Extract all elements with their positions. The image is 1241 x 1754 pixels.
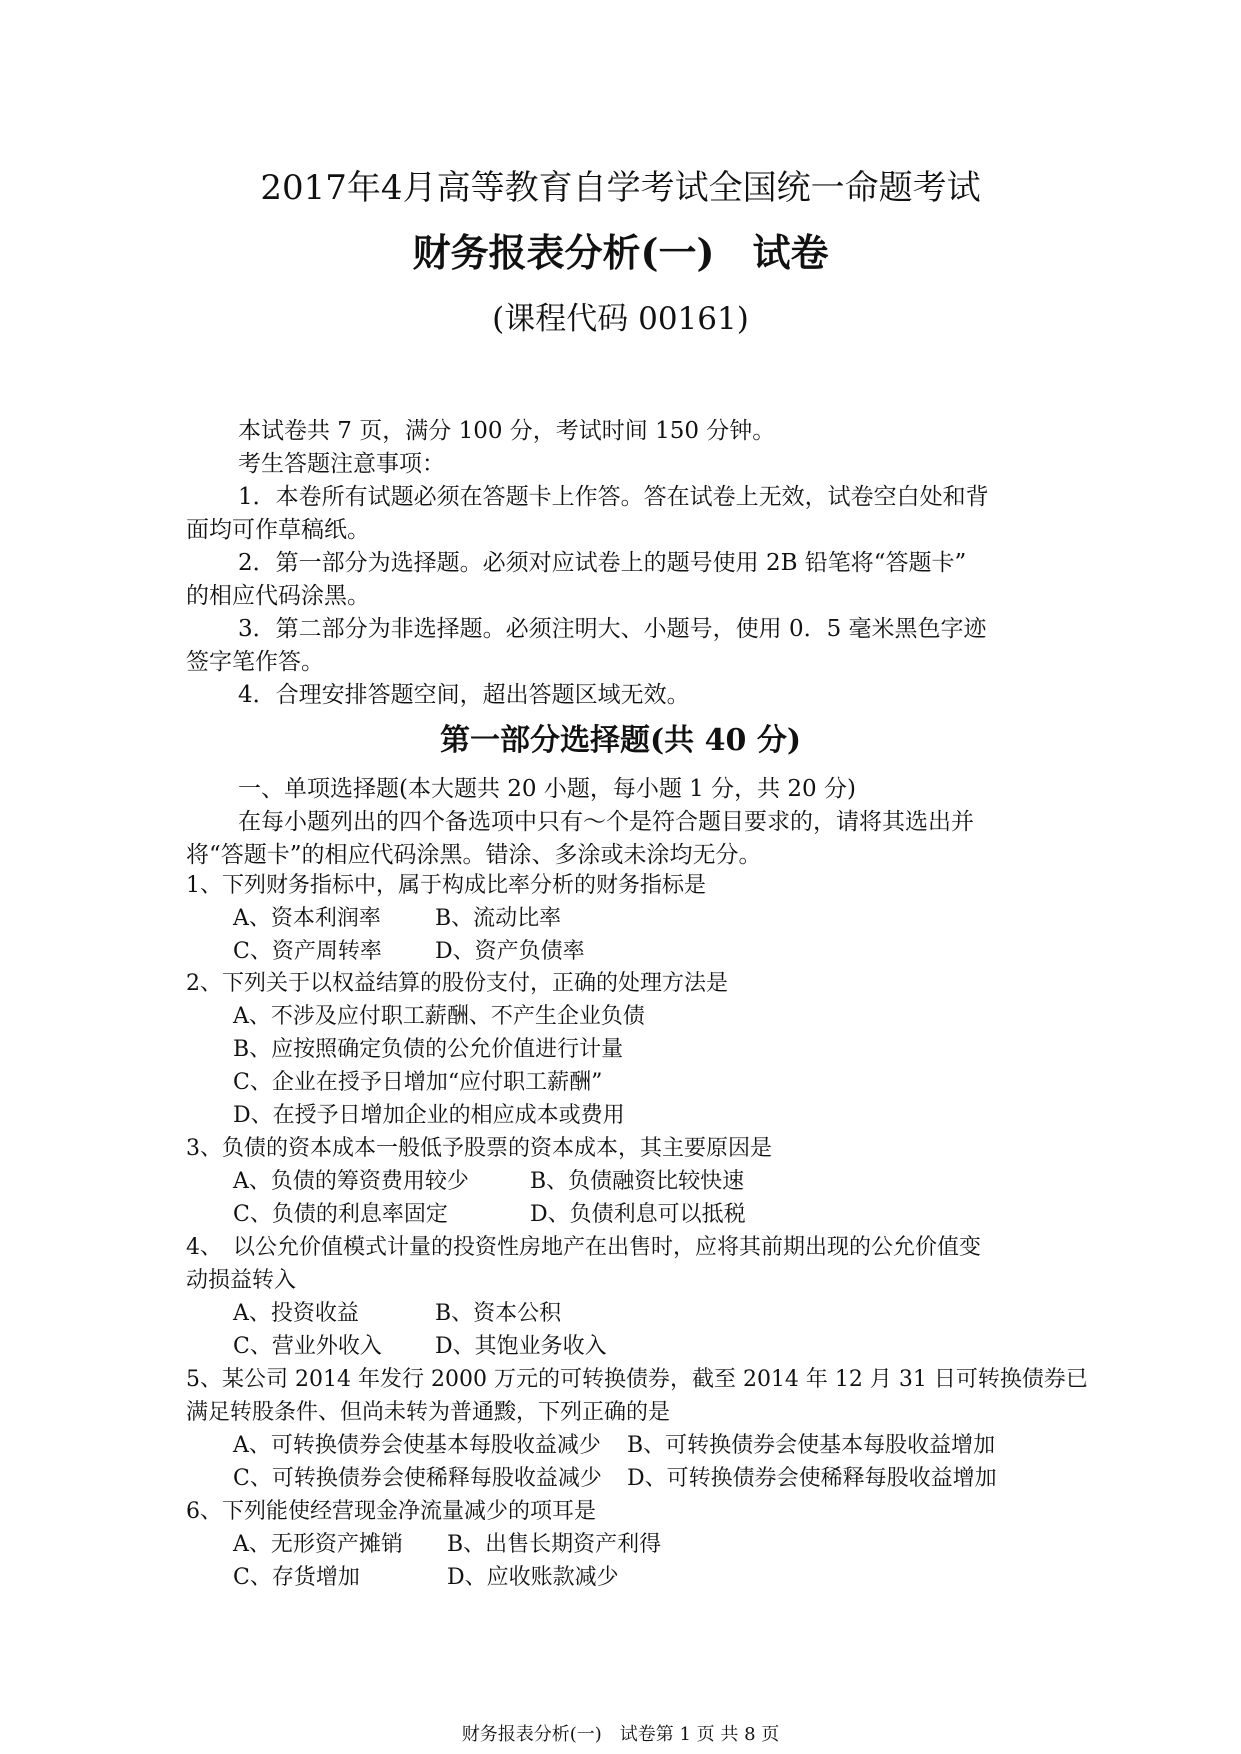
question-6-option-b: B、出售长期资产利得 [447,1532,662,1557]
question-1-option-a: A、资本利润率 [233,906,381,931]
instructions-intro: 本试卷共 7 页，满分 100 分，考试时间 150 分钟。 [238,418,776,444]
question-4-stem-line-2: 动损益转入 [186,1268,297,1293]
question-5-stem-line-1: 5、某公司 2014 年发行 2000 万元的可转换债券，截至 2014 年 12 月 31 日可转换债券已 [186,1367,1088,1392]
question-6-option-a: A、无形资产摊销 [233,1532,403,1557]
question-4-option-b: B、资本公积 [435,1301,562,1326]
question-4-option-d: D、其饱业务收入 [435,1334,607,1359]
question-6-option-c: C、存货增加 [233,1565,360,1590]
question-1-option-d: D、资产负债率 [435,939,585,964]
question-2-option-b: B、应按照确定负债的公允价值进行计量 [233,1037,624,1062]
note-2-line-1: 2．第一部分为选择题。必须对应试卷上的题号使用 2B 铅笔将“答题卡” [238,550,967,576]
question-2-option-d: D、在授予日增加企业的相应成本或费用 [233,1103,625,1128]
question-5-option-a: A、可转换债券会使基本每股收益减少 [233,1433,601,1458]
directions-line-2: 将“答题卡”的相应代码涂黑。错涂、多涂或未涂均无分。 [186,842,762,868]
section-title: 一、单项选择题(本大题共 20 小题，每小题 1 分，共 20 分) [238,776,856,802]
question-1-option-b: B、流动比率 [435,906,562,931]
note-1-line-2: 面均可作草稿纸。 [186,517,370,543]
question-6-stem: 6、下列能使经营现金净流量减少的项耳是 [186,1499,596,1524]
question-5-option-b: B、可转换债券会使基本每股收益增加 [627,1433,996,1458]
question-1-option-c: C、资产周转率 [233,939,382,964]
question-5-option-d: D、可转换债券会使稀释每股收益增加 [627,1466,997,1491]
question-4-option-a: A、投资收益 [233,1301,359,1326]
question-5-option-c: C、可转换债券会使稀释每股收益减少 [233,1466,602,1491]
note-4: 4．合理安排答题空间，超出答题区域无效。 [238,682,690,708]
instructions-heading: 考生答题注意事项： [238,451,445,477]
question-2-option-a: A、不涉及应付职工薪酬、不产生企业负债 [233,1004,645,1029]
exam-title: 2017年4月高等教育自学考试全国统一命题考试 [260,168,981,208]
question-5-stem-line-2: 满足转股条件、但尚未转为普通黢，下列正确的是 [186,1400,671,1425]
note-2-line-2: 的相应代码涂黑。 [186,583,370,609]
paper-title: 财务报表分析(一) 试卷 [412,230,829,275]
question-6-option-d: D、应收账款减少 [447,1565,619,1590]
page-footer: 财务报表分析(一) 试卷第 1 页 共 8 页 [461,1724,780,1745]
question-2-stem: 2、下列关于以权益结算的股份支付，正确的处理方法是 [186,971,728,996]
question-4-option-c: C、营业外收入 [233,1334,382,1359]
question-3-option-a: A、负债的筹资费用较少 [233,1169,469,1194]
question-3-option-c: C、负债的利息率固定 [233,1202,448,1227]
note-3-line-2: 签字笔作答。 [186,649,324,675]
question-3-option-d: D、负债利息可以抵税 [530,1202,746,1227]
course-code: (课程代码 00161) [492,301,749,337]
question-4-stem-line-1: 4、 以公允价值模式计量的投资性房地产在出售时，应将其前期出现的公允价值变 [186,1235,981,1260]
question-3-option-b: B、负债融资比较快速 [530,1169,745,1194]
question-2-option-c: C、企业在授予日增加“应付职工薪酬” [233,1070,603,1095]
note-1-line-1: 1．本卷所有试题必须在答题卡上作答。答在试卷上无效，试卷空白处和背 [238,484,989,510]
question-1-stem: 1、下列财务指标中，属于构成比率分析的财务指标是 [186,873,706,898]
directions-line-1: 在每小题列出的四个备选项中只有～个是符合题目要求的，请将其选出并 [238,809,974,835]
note-3-line-1: 3．第二部分为非选择题。必须注明大、小题号，使用 0．5 毫米黑色字迹 [238,616,987,642]
part-one-heading: 第一部分选择题(共 40 分) [439,723,802,758]
question-3-stem: 3、负债的资本成本一般低予股票的资本成本，其主要原因是 [186,1136,772,1161]
